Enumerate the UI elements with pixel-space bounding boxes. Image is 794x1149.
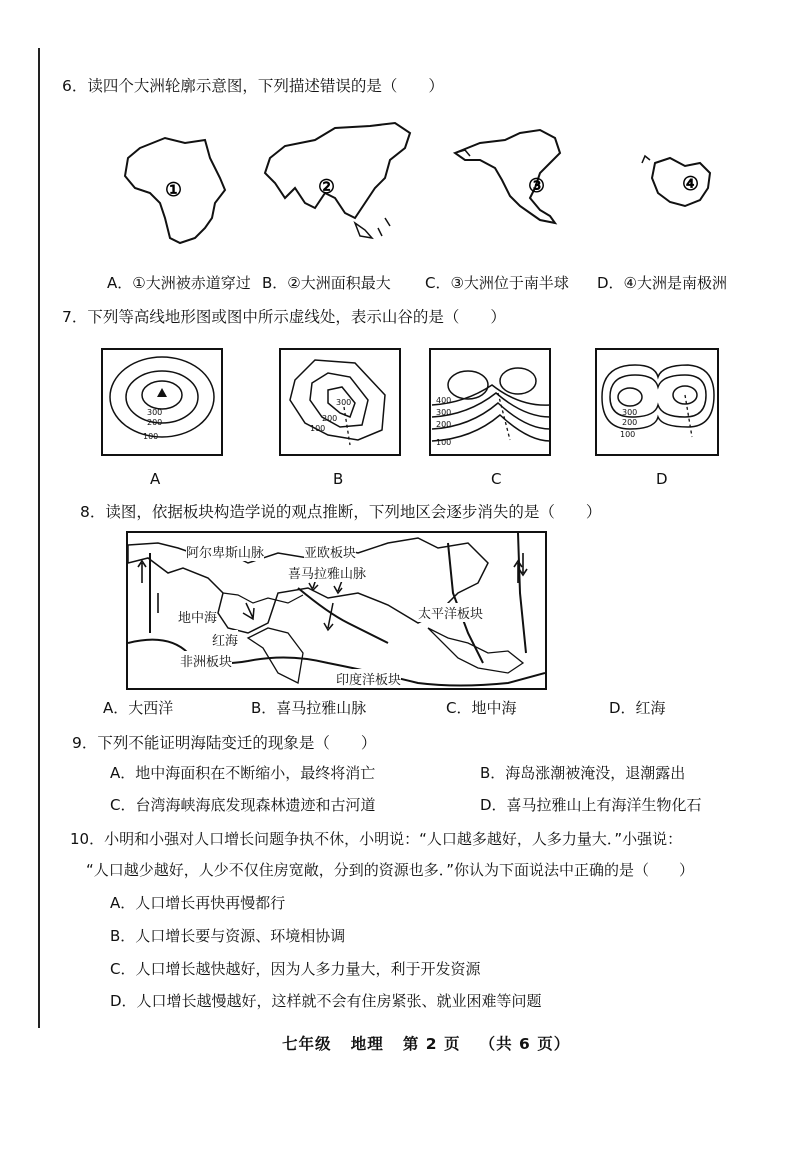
antarctica-outline [652, 158, 710, 206]
label-african-plate: 非洲板块 [180, 651, 232, 670]
marker-1: ① [165, 179, 183, 201]
q9-option-c: C．台湾海峡海底发现森林遗迹和古河道 [110, 796, 376, 814]
svg-text:300: 300 [147, 408, 163, 417]
svg-text:200: 200 [322, 414, 338, 423]
svg-text:200: 200 [622, 418, 638, 427]
svg-text:100: 100 [436, 438, 452, 447]
svg-text:100: 100 [310, 424, 326, 433]
contour-maps-figure [100, 345, 730, 465]
contour-map-d [596, 349, 718, 455]
label-indian-plate: 印度洋板块 [336, 669, 401, 688]
q9-stem: 9．下列不能证明海陆变迁的现象是（ ） [72, 734, 377, 752]
label-himalayas: 喜马拉雅山脉 [288, 563, 366, 582]
label-red-sea: 红海 [212, 630, 238, 649]
q6-option-c: C．③大洲位于南半球 [425, 274, 569, 292]
q10-option-a: A．人口增长再快再慢都行 [110, 894, 286, 912]
contour-label-c: C [491, 470, 502, 488]
binding-margin-line [38, 48, 40, 1028]
continent-outlines-figure [110, 118, 760, 260]
q9-option-d: D．喜马拉雅山上有海洋生物化石 [480, 796, 702, 814]
marker-3: ③ [528, 175, 546, 197]
svg-text:200: 200 [147, 418, 163, 427]
svg-text:300: 300 [436, 408, 452, 417]
q6-stem: 6．读四个大洲轮廓示意图，下列描述错误的是（ ） [62, 77, 444, 95]
contour-label-b: B [333, 470, 344, 488]
q6-option-a: A．①大洲被赤道穿过 [107, 274, 251, 292]
q8-option-b: B．喜马拉雅山脉 [251, 699, 367, 717]
q10-option-b: B．人口增长要与资源、环境相协调 [110, 927, 346, 945]
q10-option-c: C．人口增长越快越好，因为人多力量大，利于开发资源 [110, 960, 481, 978]
q9-option-b: B．海岛涨潮被淹没，退潮露出 [480, 764, 686, 782]
q10-option-d: D．人口增长越慢越好，这样就不会有住房紧张、就业困难等问题 [110, 992, 542, 1010]
svg-text:300: 300 [336, 398, 352, 407]
svg-text:400: 400 [436, 396, 452, 405]
q7-stem: 7．下列等高线地形图或图中所示虚线处，表示山谷的是（ ） [62, 308, 506, 326]
asia-outline [265, 123, 410, 218]
q10-stem-line2: “人口越少越好，人少不仅住房宽敞，分到的资源也多．”你认为下面说法中正确的是（ ） [86, 861, 695, 879]
label-eurasian-plate: 亚欧板块 [304, 542, 356, 561]
q6-option-d: D．④大洲是南极洲 [597, 274, 727, 292]
q6-option-b: B．②大洲面积最大 [262, 274, 391, 292]
marker-2: ② [318, 176, 336, 198]
q8-option-c: C．地中海 [446, 699, 517, 717]
svg-text:300: 300 [622, 408, 638, 417]
contour-map-a [102, 349, 222, 455]
plate-map-figure [126, 531, 547, 690]
svg-text:100: 100 [620, 430, 636, 439]
q8-stem: 8．读图，依据板块构造学说的观点推断，下列地区会逐步消失的是（ ） [80, 503, 602, 521]
contour-label-d: D [656, 470, 668, 488]
contour-map-c [430, 349, 550, 455]
label-alps: 阿尔卑斯山脉 [186, 542, 264, 561]
label-pacific-plate: 太平洋板块 [418, 603, 483, 622]
q8-option-d: D．红海 [609, 699, 666, 717]
contour-label-a: A [150, 470, 161, 488]
q8-option-a: A．大西洋 [103, 699, 174, 717]
page-footer: 七年级 地理 第 2 页 （共 6 页） [282, 1035, 571, 1053]
q10-stem-line1: 10．小明和小强对人口增长问题争执不休，小明说：“人口越多越好，人多力量大．”小强说： [70, 830, 683, 848]
svg-text:200: 200 [436, 420, 452, 429]
marker-4: ④ [682, 173, 700, 195]
q9-option-a: A．地中海面积在不断缩小，最终将消亡 [110, 764, 376, 782]
label-mediterranean: 地中海 [178, 607, 217, 626]
svg-text:100: 100 [143, 432, 159, 441]
contour-map-b [280, 349, 400, 455]
